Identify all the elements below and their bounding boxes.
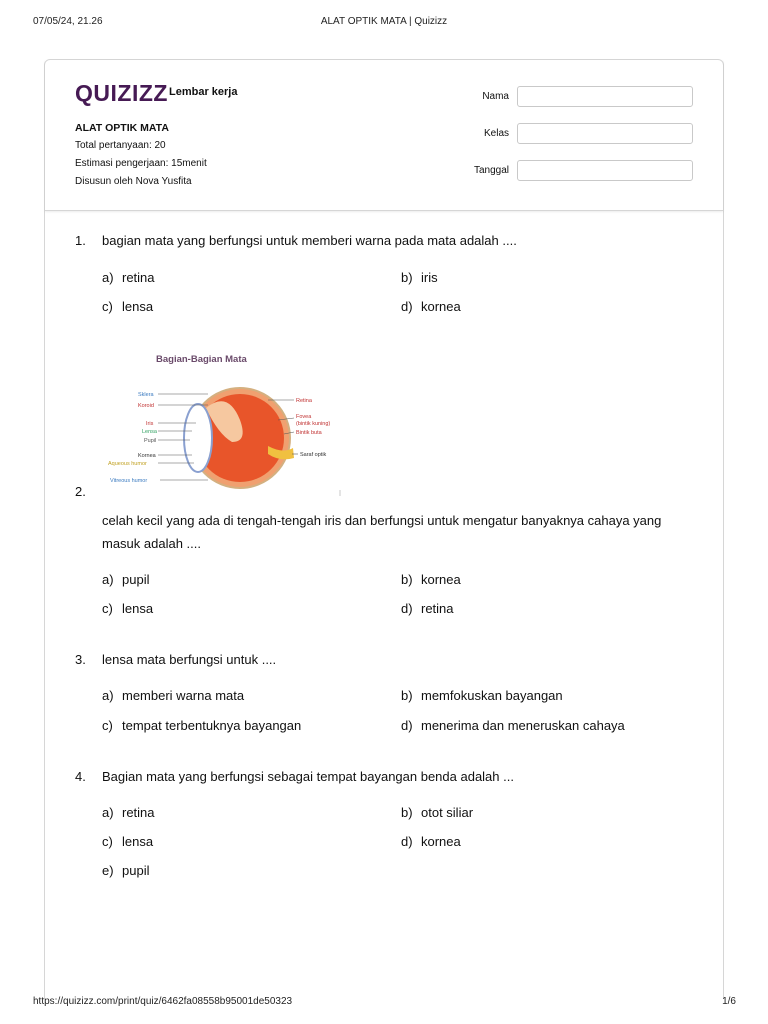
option-1d[interactable] bbox=[401, 299, 461, 314]
option-4c[interactable] bbox=[102, 834, 153, 849]
option-3c[interactable] bbox=[102, 718, 301, 733]
option-letter: a) bbox=[102, 688, 114, 703]
label-pupil: Pupil bbox=[144, 438, 157, 444]
option-text: kornea bbox=[421, 299, 461, 314]
print-url: https://quizizz.com/print/quiz/6462fa08558b95001de50323 bbox=[33, 996, 293, 1007]
print-page-title: ALAT OPTIK MATA | Quizizz bbox=[320, 16, 448, 27]
option-text: retina bbox=[421, 601, 454, 616]
question-text: Bagian mata yang berfungsi sebagai tempat bayangan benda adalah ... bbox=[102, 769, 514, 784]
label-sklera: Sklera bbox=[138, 392, 154, 398]
brand bbox=[75, 80, 238, 110]
option-text: otot siliar bbox=[421, 805, 474, 820]
worksheet-subtitle: Lembar kerja bbox=[169, 86, 238, 98]
name-field[interactable] bbox=[517, 86, 693, 107]
option-1c[interactable] bbox=[102, 299, 153, 314]
option-letter: c) bbox=[102, 299, 113, 314]
label-aqueous: Aqueous humor bbox=[108, 461, 147, 467]
option-letter: b) bbox=[401, 805, 413, 820]
class-label: Kelas bbox=[483, 128, 509, 139]
label-retina: Retina bbox=[296, 398, 312, 404]
option-text: retina bbox=[122, 805, 155, 820]
option-letter: d) bbox=[401, 718, 413, 733]
quiz-meta bbox=[75, 119, 207, 191]
question-text: bagian mata yang berfungsi untuk memberi warna pada mata adalah .... bbox=[102, 233, 517, 248]
option-letter: c) bbox=[102, 601, 113, 616]
option-text: kornea bbox=[421, 834, 461, 849]
worksheet-header bbox=[45, 60, 723, 211]
option-text: lensa bbox=[122, 299, 154, 314]
option-2b[interactable] bbox=[401, 572, 461, 587]
option-text: memberi warna mata bbox=[122, 688, 245, 703]
option-1b[interactable] bbox=[401, 270, 438, 285]
eye-anatomy-diagram bbox=[108, 350, 348, 498]
option-4b[interactable] bbox=[401, 805, 473, 820]
label-vitreous: Vitreous humor bbox=[110, 478, 148, 484]
option-letter: b) bbox=[401, 572, 413, 587]
print-page-number: 1/6 bbox=[722, 996, 736, 1007]
option-4d[interactable] bbox=[401, 834, 461, 849]
option-2a[interactable] bbox=[102, 572, 149, 587]
name-label: Nama bbox=[482, 91, 509, 102]
option-letter: d) bbox=[401, 299, 413, 314]
question-number: 4. bbox=[75, 769, 86, 784]
cornea-lens-shape bbox=[184, 404, 212, 472]
option-4a[interactable] bbox=[102, 805, 155, 820]
date-field[interactable] bbox=[517, 160, 693, 181]
option-3b[interactable] bbox=[401, 688, 563, 703]
option-letter: c) bbox=[102, 834, 113, 849]
option-2d[interactable] bbox=[401, 601, 454, 616]
label-kornea: Kornea bbox=[138, 453, 156, 459]
class-field[interactable] bbox=[517, 123, 693, 144]
option-2c[interactable] bbox=[102, 601, 153, 616]
option-text: pupil bbox=[122, 863, 150, 878]
option-1a[interactable] bbox=[102, 270, 155, 285]
option-text: menerima dan meneruskan cahaya bbox=[421, 718, 625, 733]
quiz-title: ALAT OPTIK MATA bbox=[75, 122, 169, 134]
option-letter: a) bbox=[102, 270, 114, 285]
option-text: tempat terbentuknya bayangan bbox=[122, 718, 302, 733]
option-4e[interactable] bbox=[102, 863, 149, 878]
option-letter: b) bbox=[401, 688, 413, 703]
option-3d[interactable] bbox=[401, 718, 625, 733]
question-number: 2. bbox=[75, 484, 86, 499]
option-text: retina bbox=[122, 270, 155, 285]
quizizz-logo: QUIZIZZ bbox=[75, 80, 168, 106]
label-bintik-buta: Bintik buta bbox=[296, 430, 322, 436]
option-letter: c) bbox=[102, 718, 113, 733]
label-koroid: Koroid bbox=[138, 403, 154, 409]
label-lensa: Lensa bbox=[142, 429, 157, 435]
author: Disusun oleh Nova Yusfita bbox=[75, 176, 192, 187]
option-3a[interactable] bbox=[102, 688, 244, 703]
option-letter: b) bbox=[401, 270, 413, 285]
option-text: memfokuskan bayangan bbox=[421, 688, 563, 703]
question-text: lensa mata berfungsi untuk .... bbox=[102, 652, 277, 667]
option-letter: a) bbox=[102, 805, 114, 820]
option-text: lensa bbox=[122, 834, 154, 849]
question-number: 3. bbox=[75, 652, 86, 667]
diagram-title: Bagian-Bagian Mata bbox=[156, 354, 247, 365]
label-fovea: Fovea bbox=[296, 414, 312, 420]
option-letter: d) bbox=[401, 834, 413, 849]
question-number: 1. bbox=[75, 233, 86, 248]
option-letter: e) bbox=[102, 863, 114, 878]
label-fovea-sub: (bintik kuning) bbox=[296, 421, 331, 427]
option-letter: d) bbox=[401, 601, 413, 616]
date-label: Tanggal bbox=[473, 165, 509, 176]
label-iris: Iris bbox=[146, 421, 154, 427]
option-text: kornea bbox=[421, 572, 461, 587]
total-questions: Total pertanyaan: 20 bbox=[75, 140, 166, 151]
label-saraf-optik: Saraf optik bbox=[300, 452, 327, 458]
question-text: celah kecil yang ada di tengah-tengah iris dan berfungsi untuk mengatur banyaknya cahaya yang masuk adalah .... bbox=[102, 513, 662, 551]
option-text: lensa bbox=[122, 601, 154, 616]
option-text: iris bbox=[421, 270, 438, 285]
option-letter: a) bbox=[102, 572, 114, 587]
print-datetime: 07/05/24, 21.26 bbox=[33, 16, 103, 27]
option-text: pupil bbox=[122, 572, 150, 587]
estimate-time: Estimasi pengerjaan: 15menit bbox=[75, 158, 207, 169]
